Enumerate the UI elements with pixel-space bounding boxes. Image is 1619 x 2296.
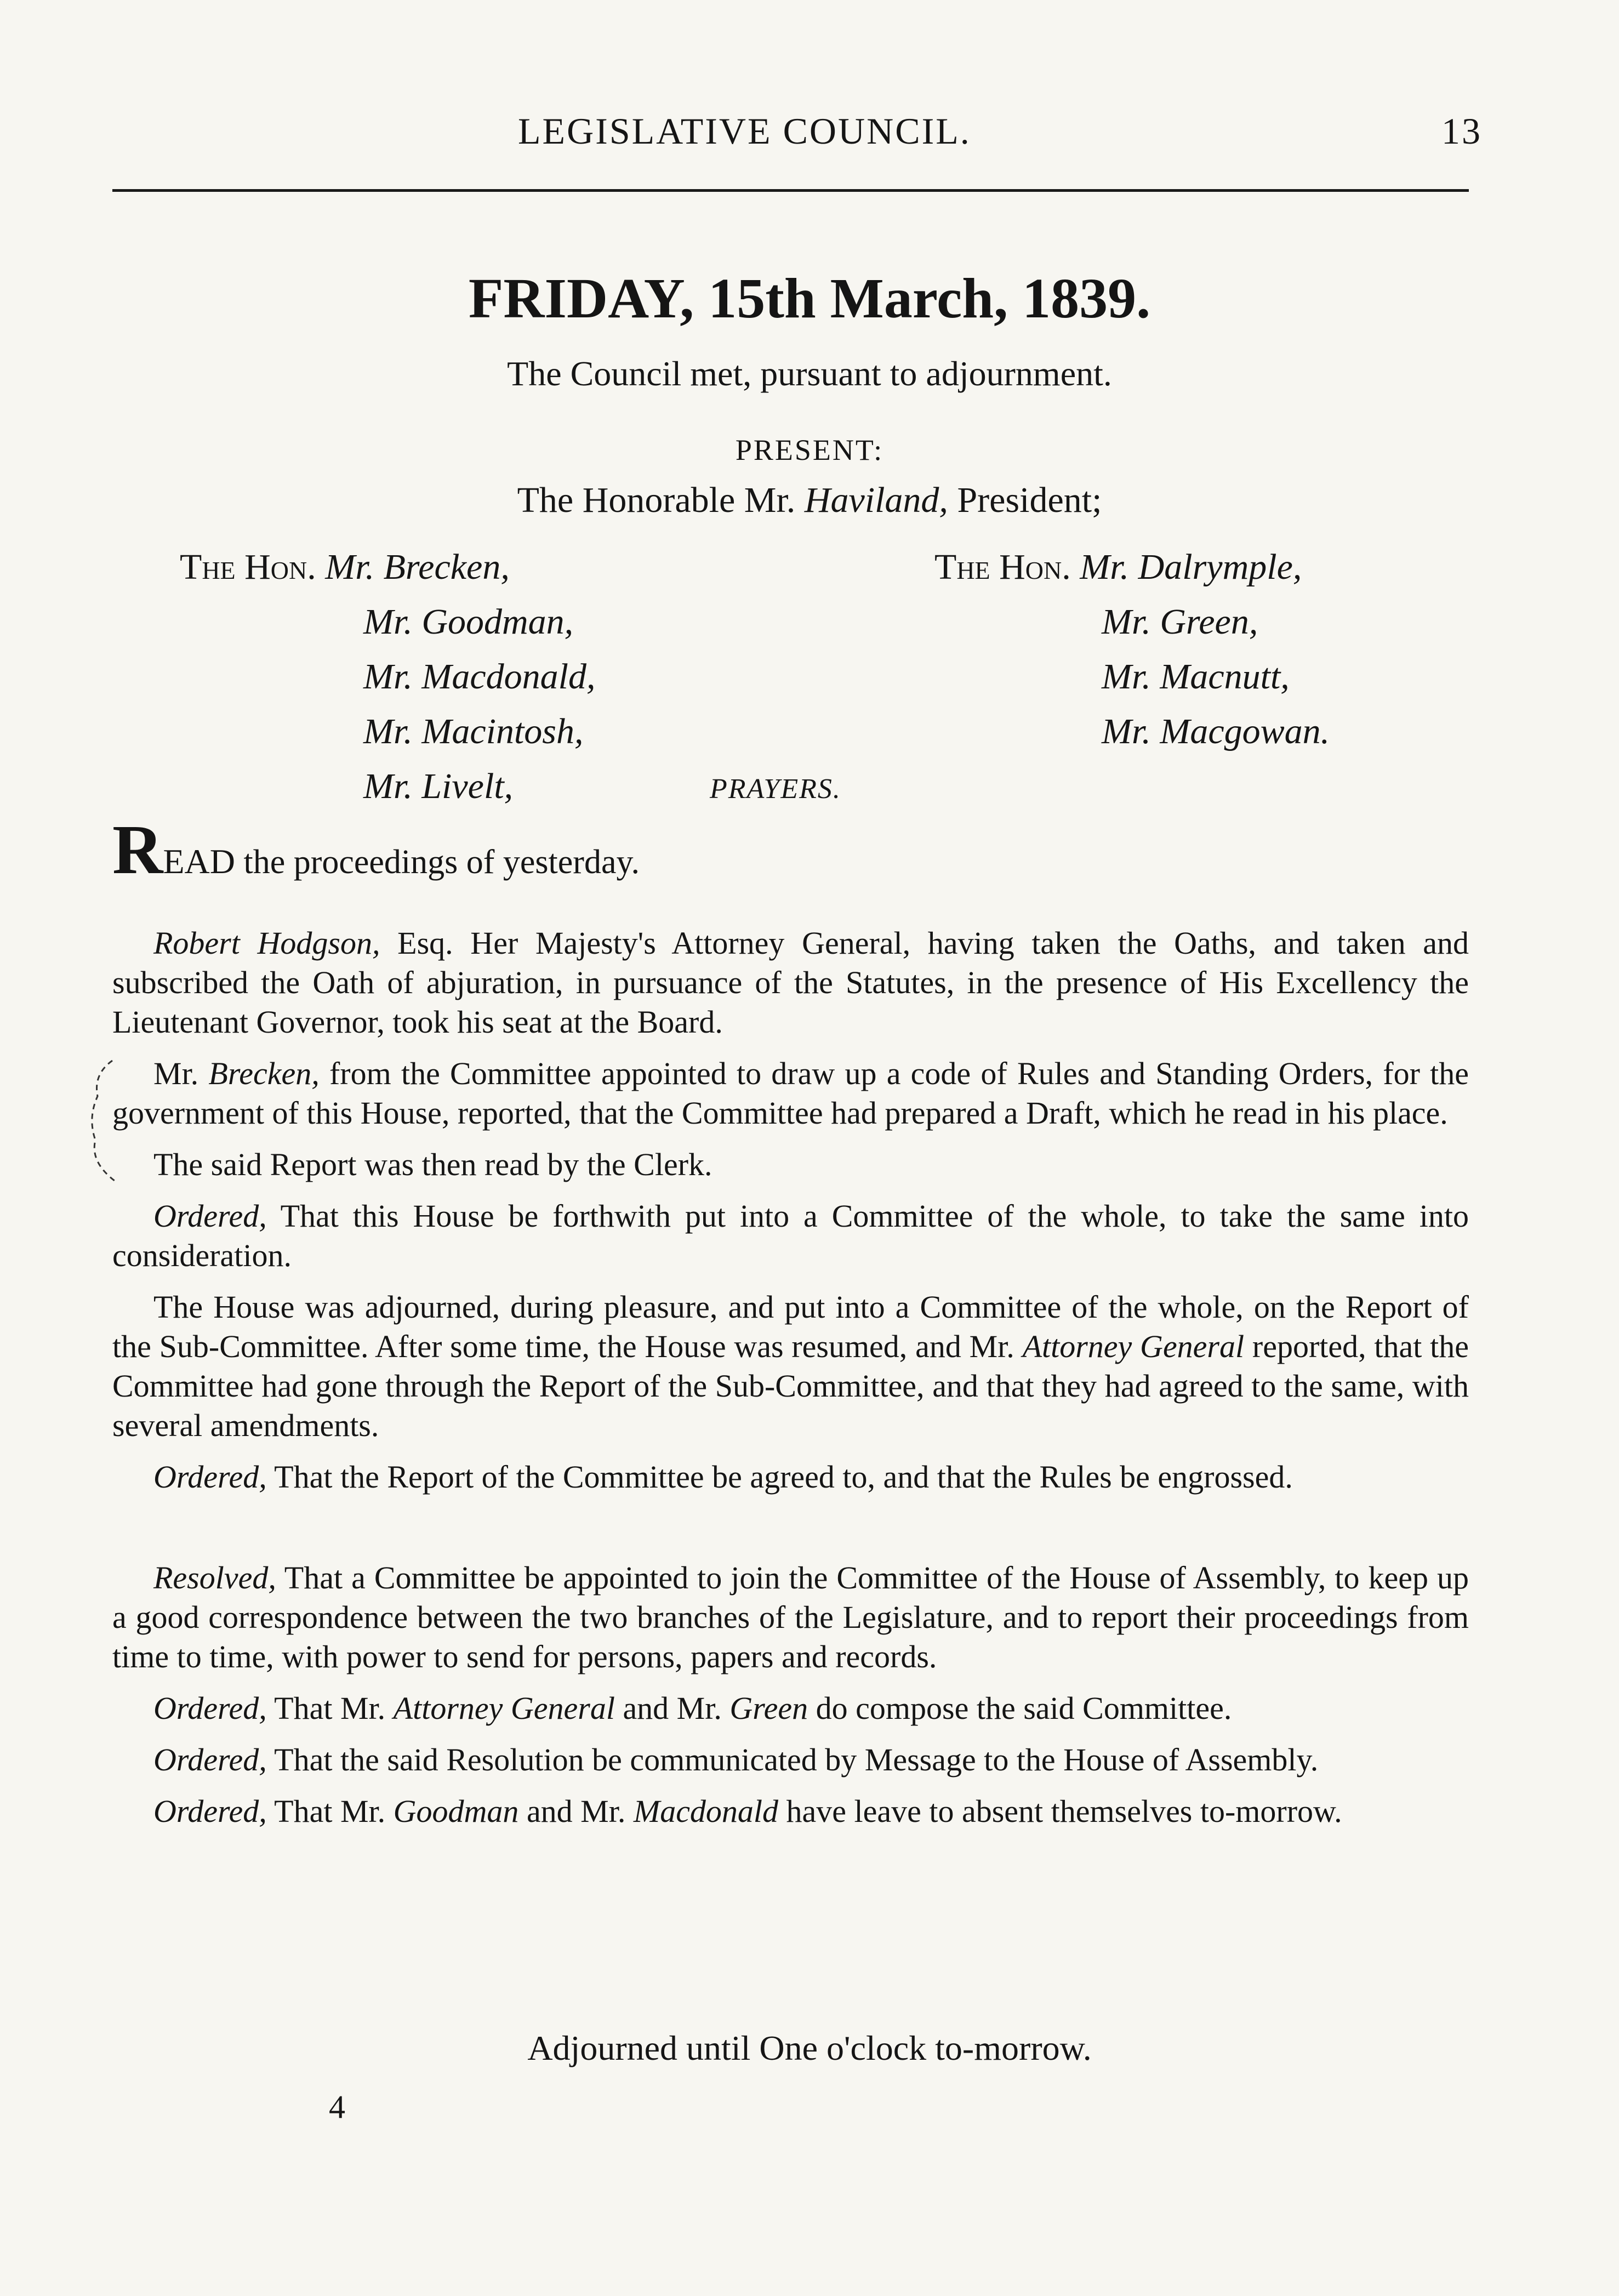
prayers-heading: PRAYERS.	[710, 773, 841, 805]
roster-row	[180, 540, 595, 595]
paragraph	[112, 1740, 1469, 1780]
roster-row	[934, 595, 1330, 650]
member-name: Mr. Macnutt,	[1102, 657, 1290, 697]
page-number: 13	[1441, 110, 1482, 152]
para-lead: Ordered,	[153, 1198, 267, 1234]
read-smallcaps: EAD	[163, 842, 235, 881]
para-italic: Attorney General	[393, 1690, 615, 1726]
para-text: The House was adjourned, during pleasure, and put into a Committee of the whole, on the Report of the Sub-Committee. After some time, the House was resumed, and Mr.	[112, 1289, 1469, 1364]
header-rule	[112, 189, 1469, 192]
para-italic: Attorney General	[1022, 1329, 1245, 1364]
para-text: and Mr.	[614, 1690, 730, 1726]
para-text: Esq. Her Majesty's Attorney General, having taken the Oaths, and taken and subscribed the Oath of abjuration, in pursuance of the Statutes, in the presence of His Excellency the Lieutenant Governor, took his seat at the Board.	[112, 925, 1469, 1040]
roster-row	[934, 540, 1330, 595]
date-heading: FRIDAY, 15th March, 1839.	[468, 267, 1151, 330]
para-text: That the Report of the Committee be agreed to, and that the Rules be engrossed.	[266, 1459, 1293, 1495]
para-text: reported, that the Committee had gone through the Report of the Sub-Committee, and that they had agreed to the same, with several amendments.	[112, 1329, 1469, 1443]
member-name: Mr. Dalrymple,	[1080, 547, 1302, 587]
president-line	[0, 480, 1619, 521]
para-lead: Ordered,	[153, 1793, 267, 1829]
para-text: from the Committee appointed to draw up a code of Rules and Standing Orders, for the government of this House, reported, that the Committee had prepared a Draft, which he read in his place.	[112, 1056, 1469, 1131]
opening-line: The Council met, pursuant to adjournment.	[507, 354, 1112, 393]
para-italic: Goodman	[393, 1793, 519, 1829]
para-text: That the said Resolution be communicated by Message to the House of Assembly.	[266, 1742, 1319, 1777]
roster-row	[934, 650, 1330, 704]
paragraph	[112, 1558, 1469, 1677]
member-name: Mr. Goodman,	[363, 602, 574, 642]
para-lead: Robert Hodgson,	[153, 925, 380, 961]
president-name: Haviland,	[804, 480, 948, 520]
paragraph	[112, 1287, 1469, 1445]
paragraph	[112, 1054, 1469, 1133]
member-name: Mr. Macintosh,	[363, 711, 584, 751]
member-name: Mr. Macgowan.	[1102, 711, 1330, 751]
paragraph	[112, 1689, 1469, 1728]
president-suffix: President;	[948, 480, 1102, 520]
roster-prefix: The Hon.	[180, 547, 326, 587]
member-name: Mr. Macdonald,	[363, 657, 596, 697]
para-text: and Mr.	[518, 1793, 634, 1829]
read-rest: the proceedings of yesterday.	[235, 844, 640, 881]
roster-row	[180, 650, 595, 704]
roster-row	[180, 595, 595, 650]
para-text: That this House be forthwith put into a Committee of the whole, to take the same into consideration.	[112, 1198, 1469, 1273]
roster-row	[180, 704, 595, 759]
drop-cap: R	[112, 811, 163, 888]
proceedings-body	[112, 924, 1469, 1831]
para-text: That Mr.	[266, 1793, 394, 1829]
present-heading: PRESENT:	[735, 434, 884, 466]
para-italic: Macdonald	[633, 1793, 779, 1829]
para-text: That Mr.	[266, 1690, 394, 1726]
member-name: Mr. Livelt,	[363, 766, 514, 806]
read-line	[112, 811, 640, 888]
para-lead: Ordered,	[153, 1459, 267, 1495]
paragraph	[112, 1792, 1469, 1831]
roster-row	[180, 759, 595, 814]
para-text: have leave to absent themselves to-morrow.	[778, 1793, 1342, 1829]
para-lead: Ordered,	[153, 1690, 267, 1726]
roster-row	[934, 704, 1330, 759]
para-lead: Resolved,	[153, 1560, 276, 1596]
signature-mark: 4	[329, 2089, 345, 2125]
paragraph	[112, 1197, 1469, 1275]
para-lead: Brecken,	[208, 1056, 320, 1091]
member-name: Mr. Brecken,	[325, 547, 510, 587]
paragraph	[112, 1145, 1469, 1184]
closing-line: Adjourned until One o'clock to-morrow.	[527, 2029, 1092, 2067]
para-text: do compose the said Committee.	[808, 1690, 1232, 1726]
member-name: Mr. Green,	[1102, 602, 1258, 642]
president-prefix: The Honorable Mr.	[517, 480, 805, 520]
para-text: The said Report was then read by the Clerk.	[153, 1147, 712, 1182]
roster-prefix: The Hon.	[934, 547, 1080, 587]
para-lead: Ordered,	[153, 1742, 267, 1777]
roster-left-column	[180, 540, 595, 814]
running-header-title: LEGISLATIVE COUNCIL.	[518, 110, 971, 152]
paragraph	[112, 1457, 1469, 1497]
para-italic: Green	[729, 1690, 808, 1726]
roster-right-column	[934, 540, 1330, 759]
paragraph	[112, 924, 1469, 1042]
para-prefix: Mr.	[153, 1056, 209, 1091]
para-text: That a Committee be appointed to join the Committee of the House of Assembly, to keep up a good correspondence between the two branches of the Legislature, and to report their proceedings from time to time, with power to send for persons, papers and records.	[112, 1560, 1469, 1674]
